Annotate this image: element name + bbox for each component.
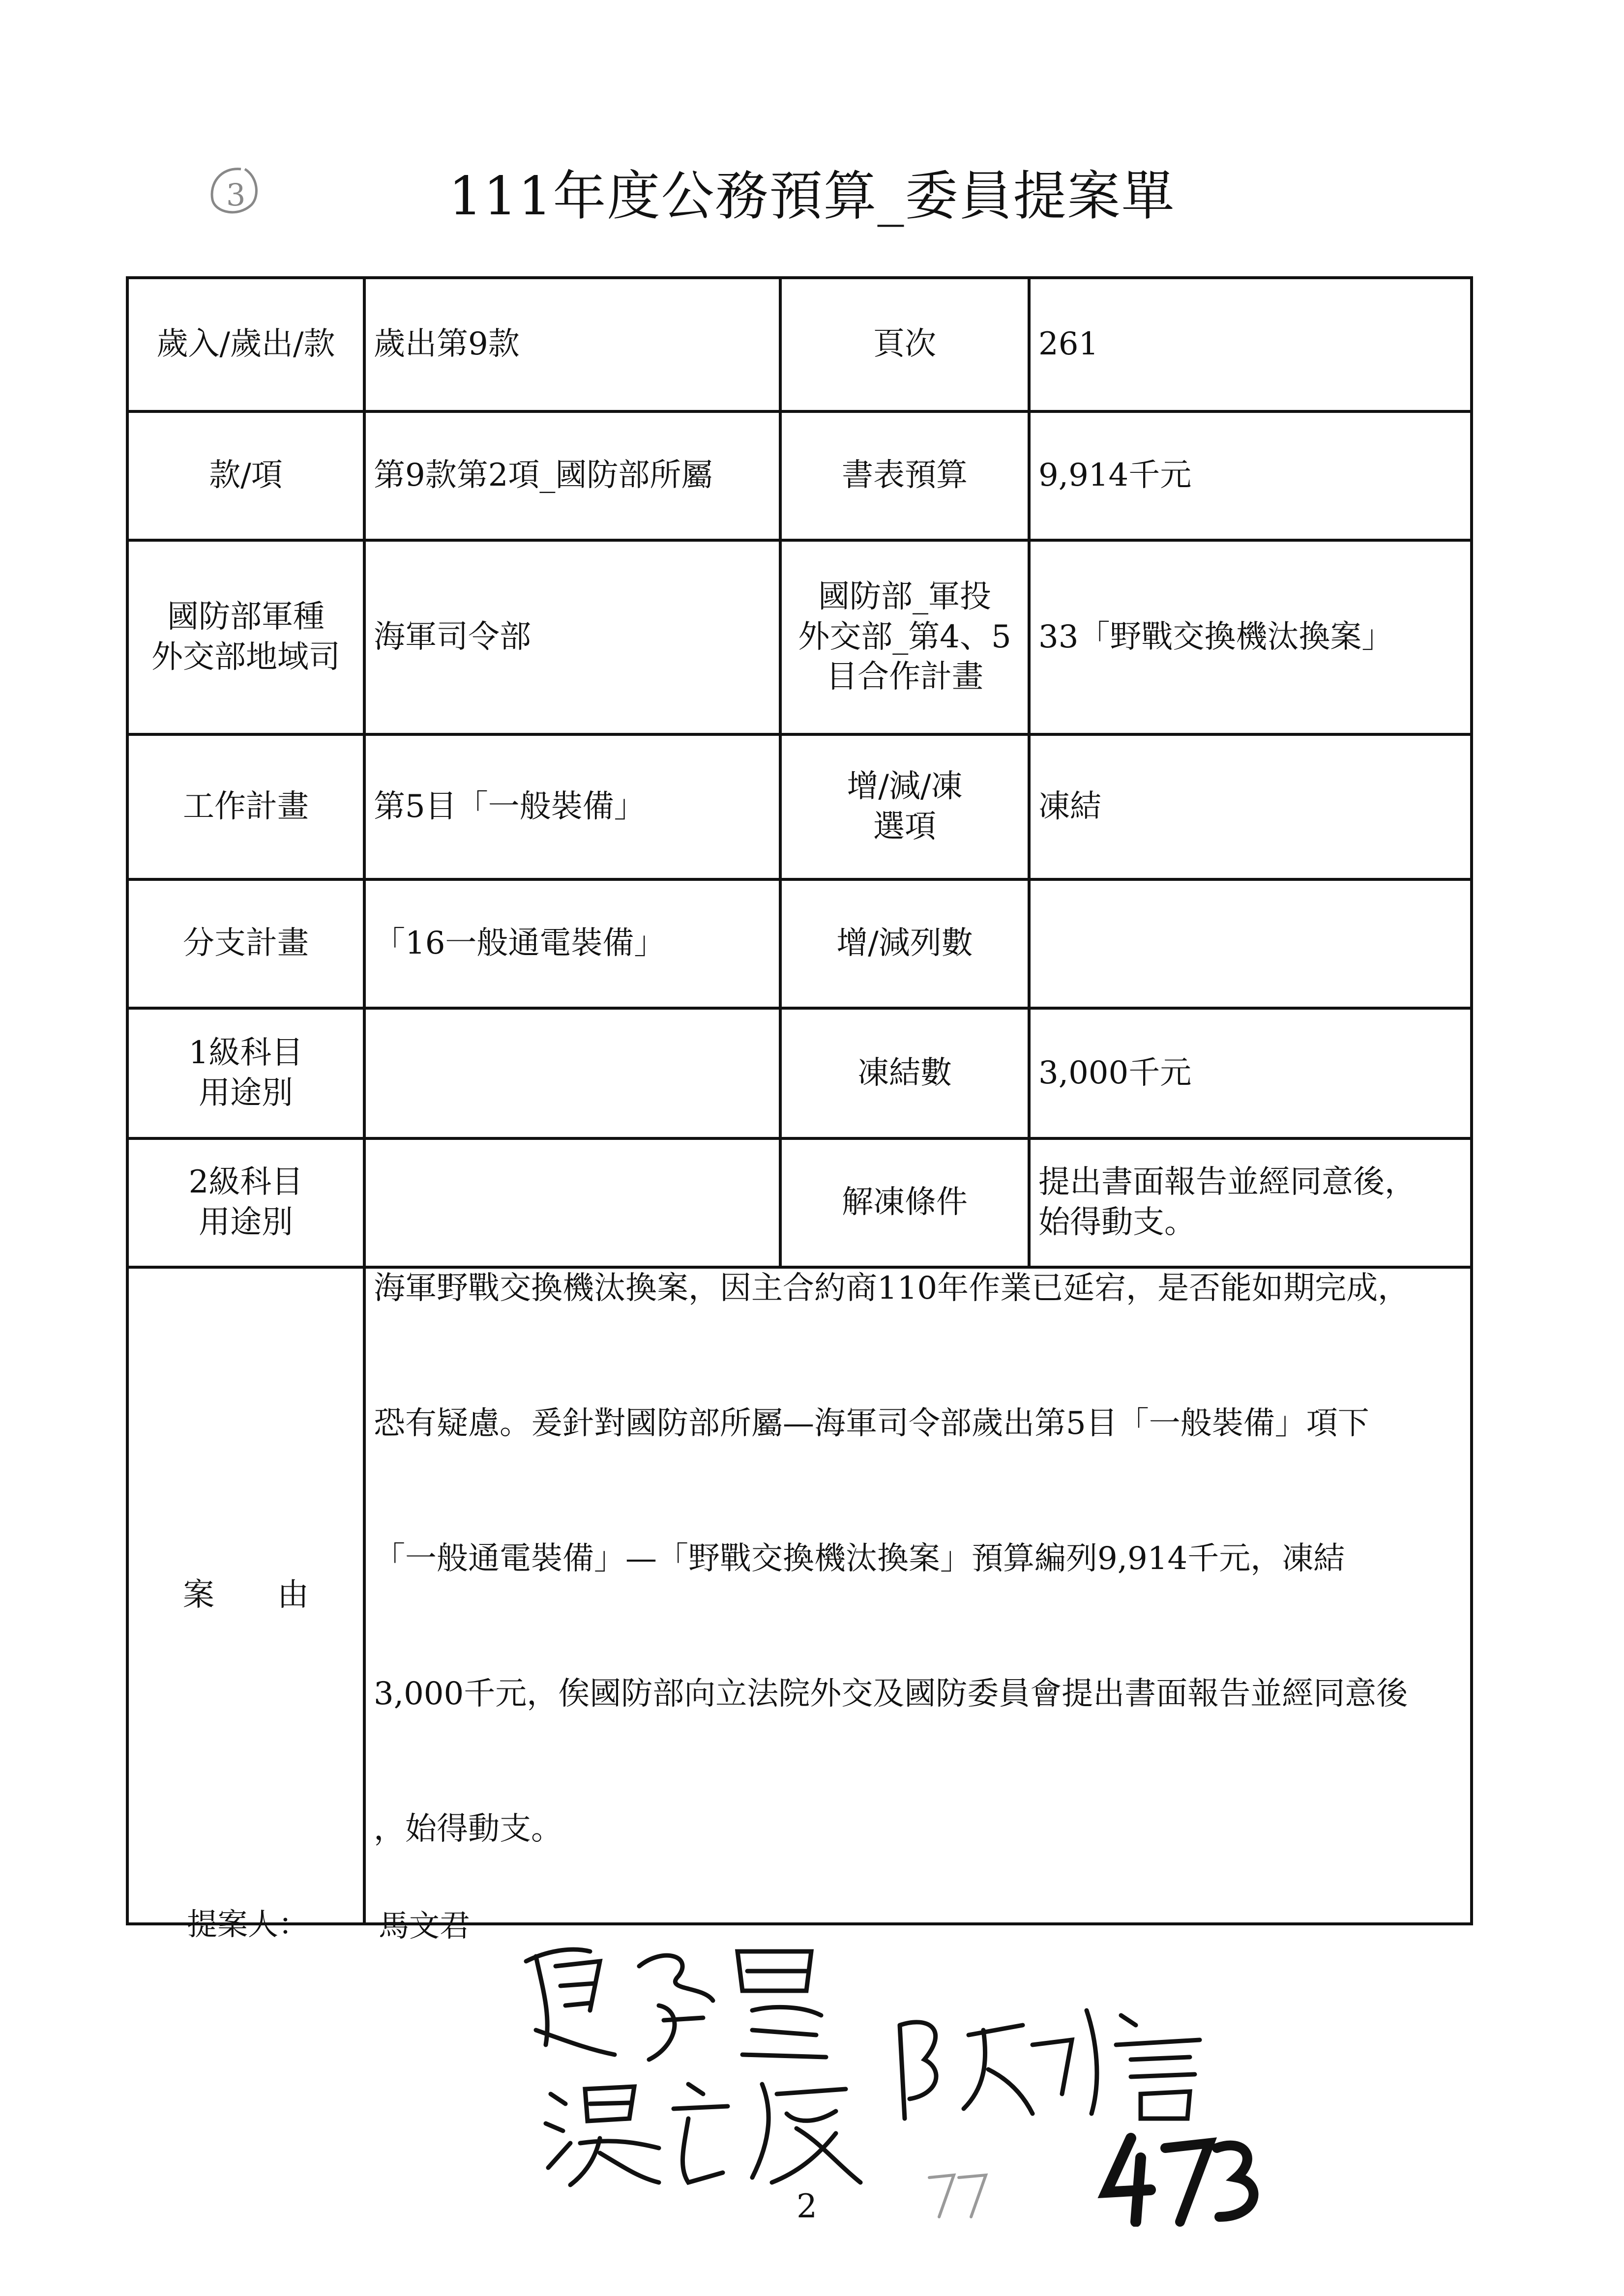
label-line: 外交部_第4、5 [798, 618, 1011, 655]
field-value [1029, 879, 1472, 1008]
field-value: 9,914千元 [1029, 411, 1472, 540]
label-line: 國防部軍種 [167, 598, 325, 635]
table-row [127, 1008, 1472, 1138]
field-value: 凍結 [1029, 734, 1472, 879]
faint-handwritten-mark [924, 2168, 998, 2222]
table-row [127, 734, 1472, 879]
label-line: 國防部_軍投 [818, 578, 991, 615]
proposer-label: 提案人： [187, 1906, 309, 1942]
proposal-form-table [126, 276, 1473, 1925]
field-value: 歲出第9款 [364, 278, 780, 411]
field-value: 261 [1029, 278, 1472, 411]
label-line: 選項 [873, 808, 936, 845]
field-value: 第5目「一般裝備」 [364, 734, 780, 879]
field-label [127, 1008, 364, 1138]
table-row [127, 540, 1472, 734]
field-value [1029, 1138, 1472, 1267]
field-value: 海軍司令部 [364, 540, 780, 734]
table-row [127, 1267, 1472, 1924]
table-row [127, 411, 1472, 540]
document-title: 111年度公務預算_委員提案單 [448, 166, 1176, 227]
page-number: 2 [797, 2187, 817, 2225]
field-value [364, 1138, 780, 1267]
reason-line: 恐有疑慮。爰針對國防部所屬—海軍司令部歲出第5目「一般裝備」項下 [374, 1405, 1369, 1442]
handwritten-signature [516, 1932, 836, 2074]
reason-line: 海軍野戰交換機汰換案，因主合約商110年作業已延宕，是否能如期完成， [374, 1270, 1410, 1307]
label-line: 外交部地域司 [151, 639, 340, 675]
reason-label: 案 由 [127, 1267, 364, 1924]
table-row [127, 278, 1472, 411]
label-line: 2級科目 [188, 1164, 303, 1201]
field-value: 3,000千元 [1029, 1008, 1472, 1138]
label-line: 1級科目 [188, 1034, 303, 1071]
reason-line: 「一般通電裝備」—「野戰交換機汰換案」預算編列9,914千元，凍結 [374, 1540, 1345, 1577]
field-label [780, 734, 1029, 879]
field-value: 第9款第2項_國防部所屬 [364, 411, 780, 540]
field-label: 增/減列數 [780, 879, 1029, 1008]
proposer-name: 馬文君 [379, 1908, 471, 1944]
field-label [127, 540, 364, 734]
field-label [780, 540, 1029, 734]
field-value: 「16一般通電裝備」 [364, 879, 780, 1008]
field-label: 歲入/歲出/款 [127, 278, 364, 411]
table-row [127, 1138, 1472, 1267]
label-line: 用途別 [199, 1204, 293, 1241]
reason-line: 3,000千元，俟國防部向立法院外交及國防委員會提出書面報告並經同意後 [374, 1676, 1408, 1712]
field-label: 書表預算 [780, 411, 1029, 540]
field-label: 凍結數 [780, 1008, 1029, 1138]
value-line: 始得動支。 [1038, 1204, 1196, 1241]
label-line: 增/減/凍 [847, 768, 963, 805]
reason-line: ，始得動支。 [374, 1811, 562, 1847]
field-value [364, 1008, 780, 1138]
field-label: 頁次 [780, 278, 1029, 411]
field-label: 款/項 [127, 411, 364, 540]
reason-text [364, 1267, 1472, 1924]
value-line: 提出書面報告並經同意後， [1038, 1164, 1416, 1201]
page-mark-digit: 3 [226, 177, 246, 213]
label-line: 用途別 [199, 1075, 293, 1111]
field-label: 工作計畫 [127, 734, 364, 879]
handwritten-signature [885, 1996, 1229, 2128]
label-line: 目合作計畫 [826, 659, 983, 696]
field-label [127, 1138, 364, 1267]
field-label: 分支計畫 [127, 879, 364, 1008]
table-row [127, 879, 1472, 1008]
handwritten-page-number [1096, 2128, 1264, 2227]
field-value: 33「野戰交換機汰換案」 [1029, 540, 1472, 734]
handwritten-signature [541, 2064, 875, 2192]
field-label: 解凍條件 [780, 1138, 1029, 1267]
